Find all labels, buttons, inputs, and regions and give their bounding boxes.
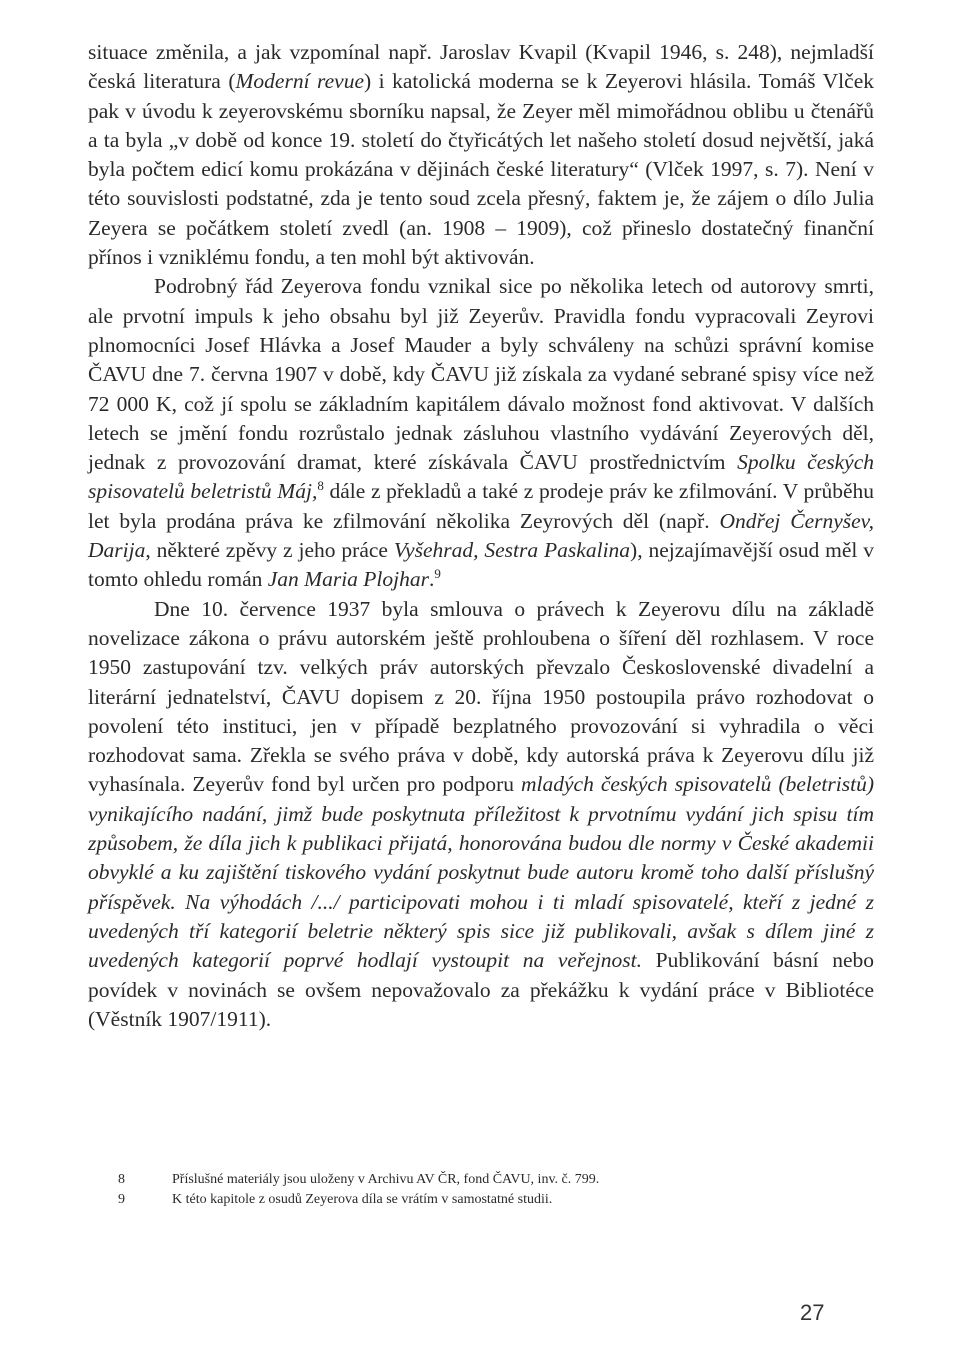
text-run: . — [429, 567, 435, 592]
italic-text: Spolku českých spisovatelů beletristů Máj — [88, 450, 874, 504]
footnote-text: Příslušné materiály jsou uloženy v Archivu AV ČR, fond ČAVU, inv. č. 799. — [172, 1172, 600, 1187]
footnote-reference: 9 — [434, 566, 441, 582]
text-run: , některé zpěvy z jeho práce — [145, 538, 394, 563]
footnote — [118, 1170, 818, 1190]
paragraph — [88, 272, 874, 594]
italic-text: Moderní revue — [235, 69, 364, 94]
paragraph — [88, 595, 874, 1034]
italic-text: , — [311, 479, 318, 504]
text-run: ), nejzajímavější osud měl v tomto ohledu román — [88, 538, 874, 592]
italic-text: mladých českých spisovatelů (beletristů) vynikajícího nadání, jimž bude poskytnuta příležitost k prvotnímu vydání jich spisu tím způsobem, že díla jich k publikaci přijatá, honorována budou dle normy v České akademii obvyklé a ku zajištění tiskového vydání poskytnut bude autoru kromě toho další příslušný příspěvek. Na výhodách /.../ participovati mohou i ti mladí spisovatelé, kteří z jedné z uvedených tří kategorií beletrie některý spis sice již publikovali, avšak s dílem jiné z uvedených kategorií poprvé hodlají vystoupit na veřejnost. — [88, 772, 874, 973]
paragraph — [88, 38, 874, 272]
italic-text: Jan Maria Plojhar — [267, 567, 429, 592]
text-run: Publikování básní nebo povídek v novinách se ovšem nepovažovalo za překážku k vydání práce v Bibliotéce (Věstník 1907/1911). — [88, 948, 874, 1031]
text-run: Podrobný řád Zeyerova fondu vznikal sice po několika letech od autorovy smrti, ale prvotní impuls k jeho obsahu byl již Zeyerův. Pravidla fondu vypracovali Zeyrovi plnomocníci Josef Hlávka a Josef Mauder a byly schváleny na schůzi správní komise ČAVU dne 7. června 1907 v době, kdy ČAVU již získala za vydané sebrané spisy více než 72 000 K, což jí spolu se základním kapitálem dávalo možnost fond aktivovat. V dalších letech se jmění fondu rozrůstalo jednak zásluhou vlastního vydávání Zeyerových děl, jednak z provozování dramat, které získávala ČAVU prostřednictvím — [88, 274, 874, 475]
body-text — [88, 38, 874, 1034]
page-number: 27 — [800, 1300, 825, 1325]
text-run: situace změnila, a jak vzpomínal např. Jaroslav Kvapil (Kvapil 1946, s. 248), nejmladší česká literatura ( — [88, 40, 874, 94]
footnotes — [118, 1170, 818, 1210]
text-run: dále z překladů a také z prodeje práv ke zfilmování. V průběhu let byla prodána práva ke zfilmování několika Zeyrových děl (např. — [88, 479, 874, 533]
text-run: Dne 10. července 1937 byla smlouva o právech k Zeyerovu dílu na základě novelizace zákona o právu autorském ještě prohloubena o šíření děl rozhlasem. V roce 1950 zastupování tzv. velkých práv autorských převzalo Československé divadelní a literární jednatelství, ČAVU dopisem z 20. října 1950 postoupila právo rozhodovat o povolení této instituci, jen v případě bezplatného provozování si vyhradila o věci rozhodovat sama. Zřekla se svého práva v době, kdy autorská práva k Zeyerovu dílu již vyhasínala. Zeyerův fond byl určen pro podporu — [88, 596, 874, 797]
footnote — [118, 1190, 818, 1210]
text-run: ) i katolická moderna se k Zeyerovi hlásila. Tomáš Vlček pak v úvodu k zeyerovskému sborníku napsal, že Zeyer měl mimořádnou oblibu u čtenářů a ta byla „v době od konce 19. století do čtyřicátých let našeho století dosud největší, jaká byla počtem edicí komu prokázána v dějinách české literatury“ (Vlček 1997, s. 7). Není v této souvislosti podstatné, zda je tento soud zcela přesný, faktem je, že zájem o dílo Julia Zeyera se počátkem století zvedl (an. 1908 – 1909), což přineslo dostatečný finanční přínos i vzniklému fondu, a ten mohl být aktivován. — [88, 69, 874, 270]
footnote-reference: 8 — [317, 478, 324, 494]
italic-text: Vyšehrad, Sestra Paskalina — [393, 538, 631, 563]
footnote-number: 9 — [118, 1192, 125, 1207]
italic-text: Ondřej Černyšev, Darija — [88, 508, 875, 563]
footnote-number: 8 — [118, 1172, 125, 1187]
footnote-text: K této kapitole z osudů Zeyerova díla se vrátím v samostatné studii. — [172, 1192, 553, 1207]
